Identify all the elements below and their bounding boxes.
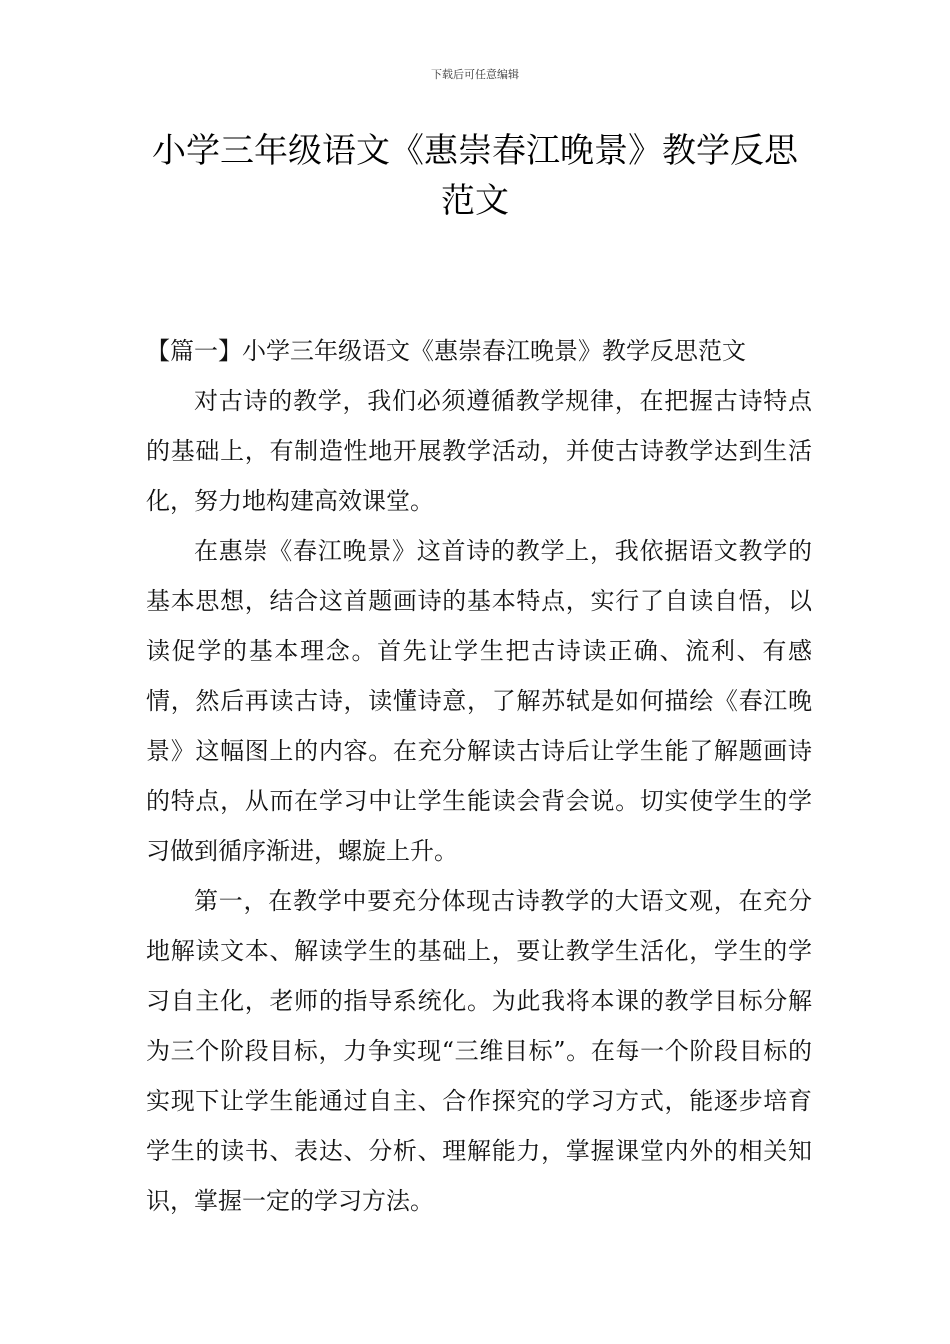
section-heading: 【篇一】小学三年级语文《惠崇春江晚景》教学反思范文: [146, 337, 746, 365]
paragraph-1: 对古诗的教学，我们必须遵循教学规律，在把握古诗特点的基础上，有制造性地开展教学活动，并使古诗教学达到生活化，努力地构建高效课堂。: [146, 387, 812, 515]
document-title: 小学三年级语文《惠崇春江晚景》教学反思范文: [152, 131, 798, 221]
paragraph-3: 第一，在教学中要充分体现古诗教学的大语文观，在充分地解读文本、解读学生的基础上，要让教学生活化，学生的学习自主化，老师的指导系统化。为此我将本课的教学目标分解为三个阶段目标，力争实现“三维目标”。在每一个阶段目标的实现下让学生能通过自主、合作探究的学习方式，能逐步培育学生的读书、表达、分析、理解能力，掌握课堂内外的相关知识，掌握一定的学习方法。: [146, 887, 812, 1215]
header-note: 下载后可任意编辑: [431, 68, 519, 81]
paragraph-2: 在惠崇《春江晚景》这首诗的教学上，我依据语文教学的基本思想，结合这首题画诗的基本特点，实行了自读自悟，以读促学的基本理念。首先让学生把古诗读正确、流利、有感情，然后再读古诗，读懂诗意，了解苏轼是如何描绘《春江晚景》这幅图上的内容。在充分解读古诗后让学生能了解题画诗的特点，从而在学习中让学生能读会背会说。切实使学生的学习做到循序渐进，螺旋上升。: [146, 537, 812, 865]
document-body: [146, 326, 812, 1226]
